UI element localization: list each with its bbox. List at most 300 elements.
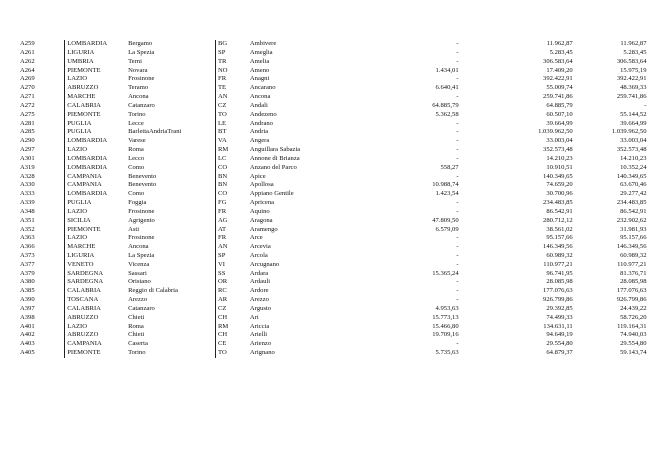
code-cell: A366 [20,243,35,251]
province-cell: Ancona [128,93,149,101]
municipality-cell: Aramengo [249,225,278,233]
amount-c-cell: 63.670,46 [620,181,647,189]
code-cell: A328 [20,172,35,180]
municipality-cell: Argusto [249,304,272,312]
amount-b-cell: 33.003,04 [546,137,573,145]
municipality-cell: Arcevia [249,243,271,251]
amount-a-cell: - [456,40,459,48]
province-cell: Como [128,190,145,198]
province-cell: Vicenza [128,260,150,268]
code-cell: A301 [20,154,35,162]
amount-c-cell: 234.483,85 [616,199,647,207]
amount-a-cell: - [456,119,459,127]
code-cell: A281 [20,119,35,127]
amount-c-cell: 29.554,80 [620,340,647,348]
province-cell: BarlettaAndriaTrani [128,128,182,136]
province-cell: Frosinone [128,207,155,215]
amount-b-cell: 1.039.962,50 [538,128,573,136]
code-cell: A402 [20,331,35,339]
region-cell: LAZIO [65,75,126,84]
amount-b-cell: 39.664,99 [546,119,573,127]
amount-b-cell: 11.962,87 [546,40,573,48]
table-row [18,58,649,67]
province-cell: Ancona [128,243,149,251]
municipality-cell: Ari [249,313,259,321]
table-row [18,49,649,58]
municipality-cell: Apricena [249,199,275,207]
province-abbr-cell: CZ [216,305,248,314]
amount-c-cell: 926.799,86 [616,296,647,304]
table-row [18,137,649,146]
province-abbr-cell: VA [216,137,248,146]
amount-a-cell: 6.579,09 [435,225,459,233]
region-cell: LOMBARDIA [65,155,126,164]
province-abbr-cell: RM [216,323,248,332]
province-abbr-cell: LE [216,119,248,128]
province-abbr-cell: CO [216,190,248,199]
municipality-cell: Ardauli [249,278,271,286]
province-abbr-cell: AR [216,296,248,305]
municipality-cell: Ardore [249,287,269,295]
region-cell: ABRUZZO [65,314,126,323]
code-cell: A290 [20,137,35,145]
municipality-cell: Arignano [249,349,275,357]
amount-c-cell: 352.573,48 [616,146,647,154]
municipality-cell: Andria [249,128,269,136]
table-row [18,278,649,287]
amount-a-cell: 15.365,24 [432,269,459,277]
region-cell: PUGLIA [65,199,126,208]
region-cell: CAMPANIA [65,181,126,190]
municipality-cell: Andezeno [249,110,277,118]
province-abbr-cell: AG [216,217,248,226]
municipality-cell: Aragona [249,216,273,224]
code-cell: A330 [20,181,35,189]
table-row [18,93,649,102]
region-cell: LIGURIA [65,49,126,58]
region-cell: PIEMONTE [65,349,126,358]
province-cell: Teramo [128,84,149,92]
region-cell: VENETO [65,261,126,270]
table-row [18,190,649,199]
region-cell: LAZIO [65,323,126,332]
municipality-cell: Anguillara Sabazia [249,146,301,154]
region-cell: PIEMONTE [65,225,126,234]
amount-c-cell: 259.741,86 [616,93,647,101]
amount-b-cell: 38.561,02 [546,225,573,233]
amount-b-cell: 134.631,11 [543,322,573,330]
amount-a-cell: 15.773,13 [432,313,459,321]
region-cell: TOSCANA [65,296,126,305]
code-cell: A272 [20,101,35,109]
province-abbr-cell: CH [216,314,248,323]
province-cell: Benevento [128,172,157,180]
table-row [18,111,649,120]
province-abbr-cell: BG [216,40,248,49]
amount-c-cell: 119.164,31 [617,322,647,330]
municipality-cell: Appiano Gentile [249,190,294,198]
table-row [18,199,649,208]
municipality-cell: Andali [249,101,268,109]
province-abbr-cell: OR [216,278,248,287]
amount-c-cell: 5.283,45 [623,48,647,56]
province-abbr-cell: CH [216,331,248,340]
amount-a-cell: 5.735,63 [435,349,459,357]
amount-c-cell: 146.349,56 [616,243,647,251]
province-abbr-cell: SS [216,270,248,279]
province-abbr-cell: TE [216,84,248,93]
region-cell: LOMBARDIA [65,137,126,146]
table-row [18,40,649,49]
amount-a-cell: - [456,75,459,83]
province-abbr-cell: FR [216,234,248,243]
amount-b-cell: 110.977,21 [543,260,573,268]
province-cell: Oristano [128,278,151,286]
amount-b-cell: 146.349,56 [543,243,573,251]
amount-a-cell: - [456,154,459,162]
amount-c-cell: 177.076,63 [616,287,647,295]
code-cell: A297 [20,146,35,154]
province-abbr-cell: VI [216,261,248,270]
table-row [18,102,649,111]
amount-c-cell: 306.583,64 [616,57,647,65]
amount-a-cell: - [456,93,459,101]
province-abbr-cell: SP [216,252,248,261]
municipality-cell: Ariccia [249,322,270,330]
amount-c-cell: 29.277,42 [620,190,647,198]
amount-a-cell: - [456,278,459,286]
amount-a-cell: 47.809,50 [432,216,459,224]
amount-a-cell: 6.640,41 [435,84,459,92]
code-cell: A348 [20,207,35,215]
amount-b-cell: 259.741,86 [543,93,573,101]
amount-a-cell: - [456,243,459,251]
amount-a-cell: 558,27 [440,163,459,171]
code-cell: A403 [20,340,35,348]
amount-a-cell: - [456,146,459,154]
municipality-cell: Ancarano [249,84,276,92]
province-abbr-cell: BN [216,181,248,190]
province-cell: Asti [128,225,140,233]
table-row [18,296,649,305]
table-row [18,164,649,173]
province-abbr-cell: FR [216,75,248,84]
province-cell: Chieti [128,313,145,321]
amount-c-cell: 24.439,22 [620,304,647,312]
province-abbr-cell: LC [216,155,248,164]
amount-b-cell: 30.700,96 [546,190,573,198]
amount-a-cell: 19.709,16 [432,331,459,339]
municipality-cell: Arezzo [249,296,269,304]
amount-c-cell: 74.940,03 [620,331,647,339]
table-row [18,314,649,323]
table-row [18,66,649,75]
code-cell: A259 [20,40,35,48]
amount-b-cell: 280.712,12 [543,216,573,224]
province-cell: Torino [128,349,146,357]
code-cell: A271 [20,93,35,101]
code-cell: A405 [20,349,35,357]
province-cell: Catanzaro [128,304,155,312]
code-cell: A264 [20,66,35,74]
amount-a-cell: - [456,340,459,348]
municipality-cell: Aquino [249,207,270,215]
municipality-cell: Andrano [249,119,273,127]
amount-b-cell: 29.392,85 [546,304,573,312]
region-cell: SARDEGNA [65,270,126,279]
amount-c-cell: 95.157,66 [620,234,647,242]
region-cell: LIGURIA [65,252,126,261]
municipality-cell: Apice [249,172,266,180]
municipality-cell: Ancona [249,93,271,101]
code-cell: A333 [20,190,35,198]
table-row [18,234,649,243]
province-cell: Foggia [128,199,147,207]
municipality-cell: Anzano del Parco [249,163,297,171]
region-cell: PUGLIA [65,119,126,128]
region-cell: LAZIO [65,234,126,243]
amount-c-cell: 10.352,24 [620,163,647,171]
amount-a-cell: - [456,199,459,207]
table-row [18,349,649,358]
table-row [18,287,649,296]
amount-c-cell: 33.003,04 [620,137,647,145]
amount-c-cell: 60.989,32 [620,251,647,259]
amount-a-cell: - [456,287,459,295]
province-abbr-cell: AT [216,225,248,234]
code-cell: A275 [20,110,35,118]
table-row [18,270,649,279]
amount-b-cell: 60.989,32 [546,251,573,259]
province-cell: Bergamo [128,40,153,48]
province-cell: Frosinone [128,75,155,83]
region-cell: CAMPANIA [65,172,126,181]
amount-c-cell: 15.975,19 [620,66,647,74]
region-cell: CALABRIA [65,287,126,296]
region-cell: CAMPANIA [65,340,126,349]
amount-b-cell: 28.085,98 [546,278,573,286]
table-body [18,40,649,358]
municipality-cell: Arce [249,234,263,242]
province-abbr-cell: FG [216,199,248,208]
amount-b-cell: 14.210,23 [546,154,573,162]
amount-b-cell: 86.542,91 [546,207,573,215]
province-cell: La Spezia [128,48,155,56]
region-cell: CALABRIA [65,102,126,111]
amount-b-cell: 5.283,45 [549,48,573,56]
code-cell: A390 [20,296,35,304]
amount-c-cell: 11.962,87 [620,40,647,48]
amount-c-cell: - [644,101,647,109]
amount-a-cell: - [456,172,459,180]
code-cell: A261 [20,48,35,56]
province-abbr-cell: CE [216,340,248,349]
amount-c-cell: 55.144,52 [620,110,647,118]
amount-c-cell: 31.981,93 [620,225,647,233]
province-cell: Terni [128,57,142,65]
amount-c-cell: 140.349,65 [616,172,647,180]
amount-b-cell: 74.499,33 [546,313,573,321]
municipality-cell: Arielli [249,331,268,339]
province-cell: Catanzaro [128,101,155,109]
amount-c-cell: 59.143,74 [620,349,647,357]
province-abbr-cell: SP [216,49,248,58]
municipality-table [18,40,649,358]
region-cell: LOMBARDIA [65,40,126,49]
code-cell: A351 [20,216,35,224]
municipality-cell: Anagni [249,75,270,83]
province-cell: Lecce [128,119,144,127]
municipality-cell: Ameglia [249,48,273,56]
province-cell: Agrigento [128,216,155,224]
code-cell: A385 [20,287,35,295]
region-cell: CALABRIA [65,305,126,314]
province-cell: Roma [128,322,144,330]
table-row [18,217,649,226]
province-cell: La Spezia [128,251,155,259]
province-abbr-cell: TR [216,58,248,67]
region-cell: PIEMONTE [65,66,126,75]
amount-b-cell: 94.649,19 [546,331,573,339]
amount-a-cell: 5.362,58 [435,110,459,118]
municipality-cell: Ameno [249,66,270,74]
province-abbr-cell: TO [216,349,248,358]
municipality-cell: Annone di Brianza [249,154,300,162]
amount-a-cell: 1.423,54 [435,190,459,198]
region-cell: PIEMONTE [65,111,126,120]
amount-a-cell: 1.434,01 [435,66,459,74]
province-abbr-cell: BT [216,128,248,137]
amount-b-cell: 306.583,64 [543,57,573,65]
amount-a-cell: 15.466,80 [432,322,459,330]
table-row [18,119,649,128]
table-row [18,305,649,314]
amount-c-cell: 48.369,33 [620,84,647,92]
table-row [18,243,649,252]
municipality-cell: Angera [249,137,270,145]
table-row [18,331,649,340]
region-cell: PUGLIA [65,128,126,137]
code-cell: A262 [20,57,35,65]
region-cell: ABRUZZO [65,84,126,93]
code-cell: A398 [20,313,35,321]
municipality-cell: Amelia [249,57,270,65]
code-cell: A377 [20,260,35,268]
table-row [18,208,649,217]
code-cell: A285 [20,128,35,136]
code-cell: A319 [20,163,35,171]
code-cell: A339 [20,199,35,207]
code-cell: A373 [20,251,35,259]
amount-b-cell: 96.741,95 [546,269,573,277]
amount-a-cell: - [456,260,459,268]
amount-c-cell: 86.542,91 [620,207,647,215]
code-cell: A379 [20,269,35,277]
table-row [18,225,649,234]
municipality-cell: Ardara [249,269,269,277]
amount-b-cell: 60.507,10 [546,110,573,118]
code-cell: A401 [20,322,35,330]
amount-b-cell: 10.910,51 [546,163,573,171]
amount-a-cell: - [456,128,459,136]
amount-a-cell: 10.988,74 [432,181,459,189]
amount-b-cell: 926.799,86 [543,296,573,304]
amount-c-cell: 1.039.962,50 [611,128,647,136]
table-row [18,146,649,155]
amount-b-cell: 95.157,66 [546,234,573,242]
amount-a-cell: - [456,207,459,215]
region-cell: UMBRIA [65,58,126,67]
amount-c-cell: 110.977,21 [617,260,647,268]
amount-a-cell: - [456,234,459,242]
table-row [18,128,649,137]
province-abbr-cell: RC [216,287,248,296]
amount-a-cell: - [456,137,459,145]
region-cell: MARCHE [65,243,126,252]
amount-c-cell: 39.664,99 [620,119,647,127]
amount-b-cell: 29.554,80 [546,340,573,348]
province-cell: Caserta [128,340,148,348]
code-cell: A380 [20,278,35,286]
region-cell: LOMBARDIA [65,190,126,199]
province-cell: Benevento [128,181,157,189]
amount-c-cell: 14.210,23 [620,154,647,162]
province-cell: Chieti [128,331,145,339]
province-cell: Arezzo [128,296,148,304]
amount-b-cell: 64.885,79 [546,101,573,109]
municipality-cell: Ambivere [249,40,277,48]
municipality-cell: Apollosa [249,181,274,189]
amount-a-cell: 4.953,63 [435,304,459,312]
table-row [18,155,649,164]
province-abbr-cell: AN [216,93,248,102]
province-abbr-cell: AN [216,243,248,252]
amount-c-cell: 232.902,62 [616,216,647,224]
code-cell: A397 [20,304,35,312]
amount-b-cell: 177.076,63 [543,287,573,295]
table-row [18,172,649,181]
amount-a-cell: 64.885,79 [432,101,459,109]
table-row [18,252,649,261]
municipality-cell: Arcola [249,251,268,259]
province-abbr-cell: TO [216,111,248,120]
region-cell: LAZIO [65,208,126,217]
province-cell: Lecco [128,154,145,162]
province-cell: Frosinone [128,234,155,242]
table-row [18,340,649,349]
table-row [18,75,649,84]
table-row [18,84,649,93]
province-cell: Sassari [128,269,147,277]
table-row [18,323,649,332]
province-cell: Roma [128,146,144,154]
amount-a-cell: - [456,48,459,56]
province-abbr-cell: BN [216,172,248,181]
municipality-cell: Arienzo [249,340,272,348]
region-cell: ABRUZZO [65,331,126,340]
amount-a-cell: - [456,296,459,304]
region-cell: SICILIA [65,217,126,226]
amount-b-cell: 55.009,74 [546,84,573,92]
amount-c-cell: 81.376,71 [620,269,647,277]
region-cell: LOMBARDIA [65,164,126,173]
province-cell: Varese [128,137,146,145]
province-abbr-cell: NO [216,66,248,75]
amount-a-cell: - [456,57,459,65]
province-cell: Torino [128,110,146,118]
amount-c-cell: 28.085,98 [620,278,647,286]
amount-b-cell: 234.483,85 [543,199,573,207]
